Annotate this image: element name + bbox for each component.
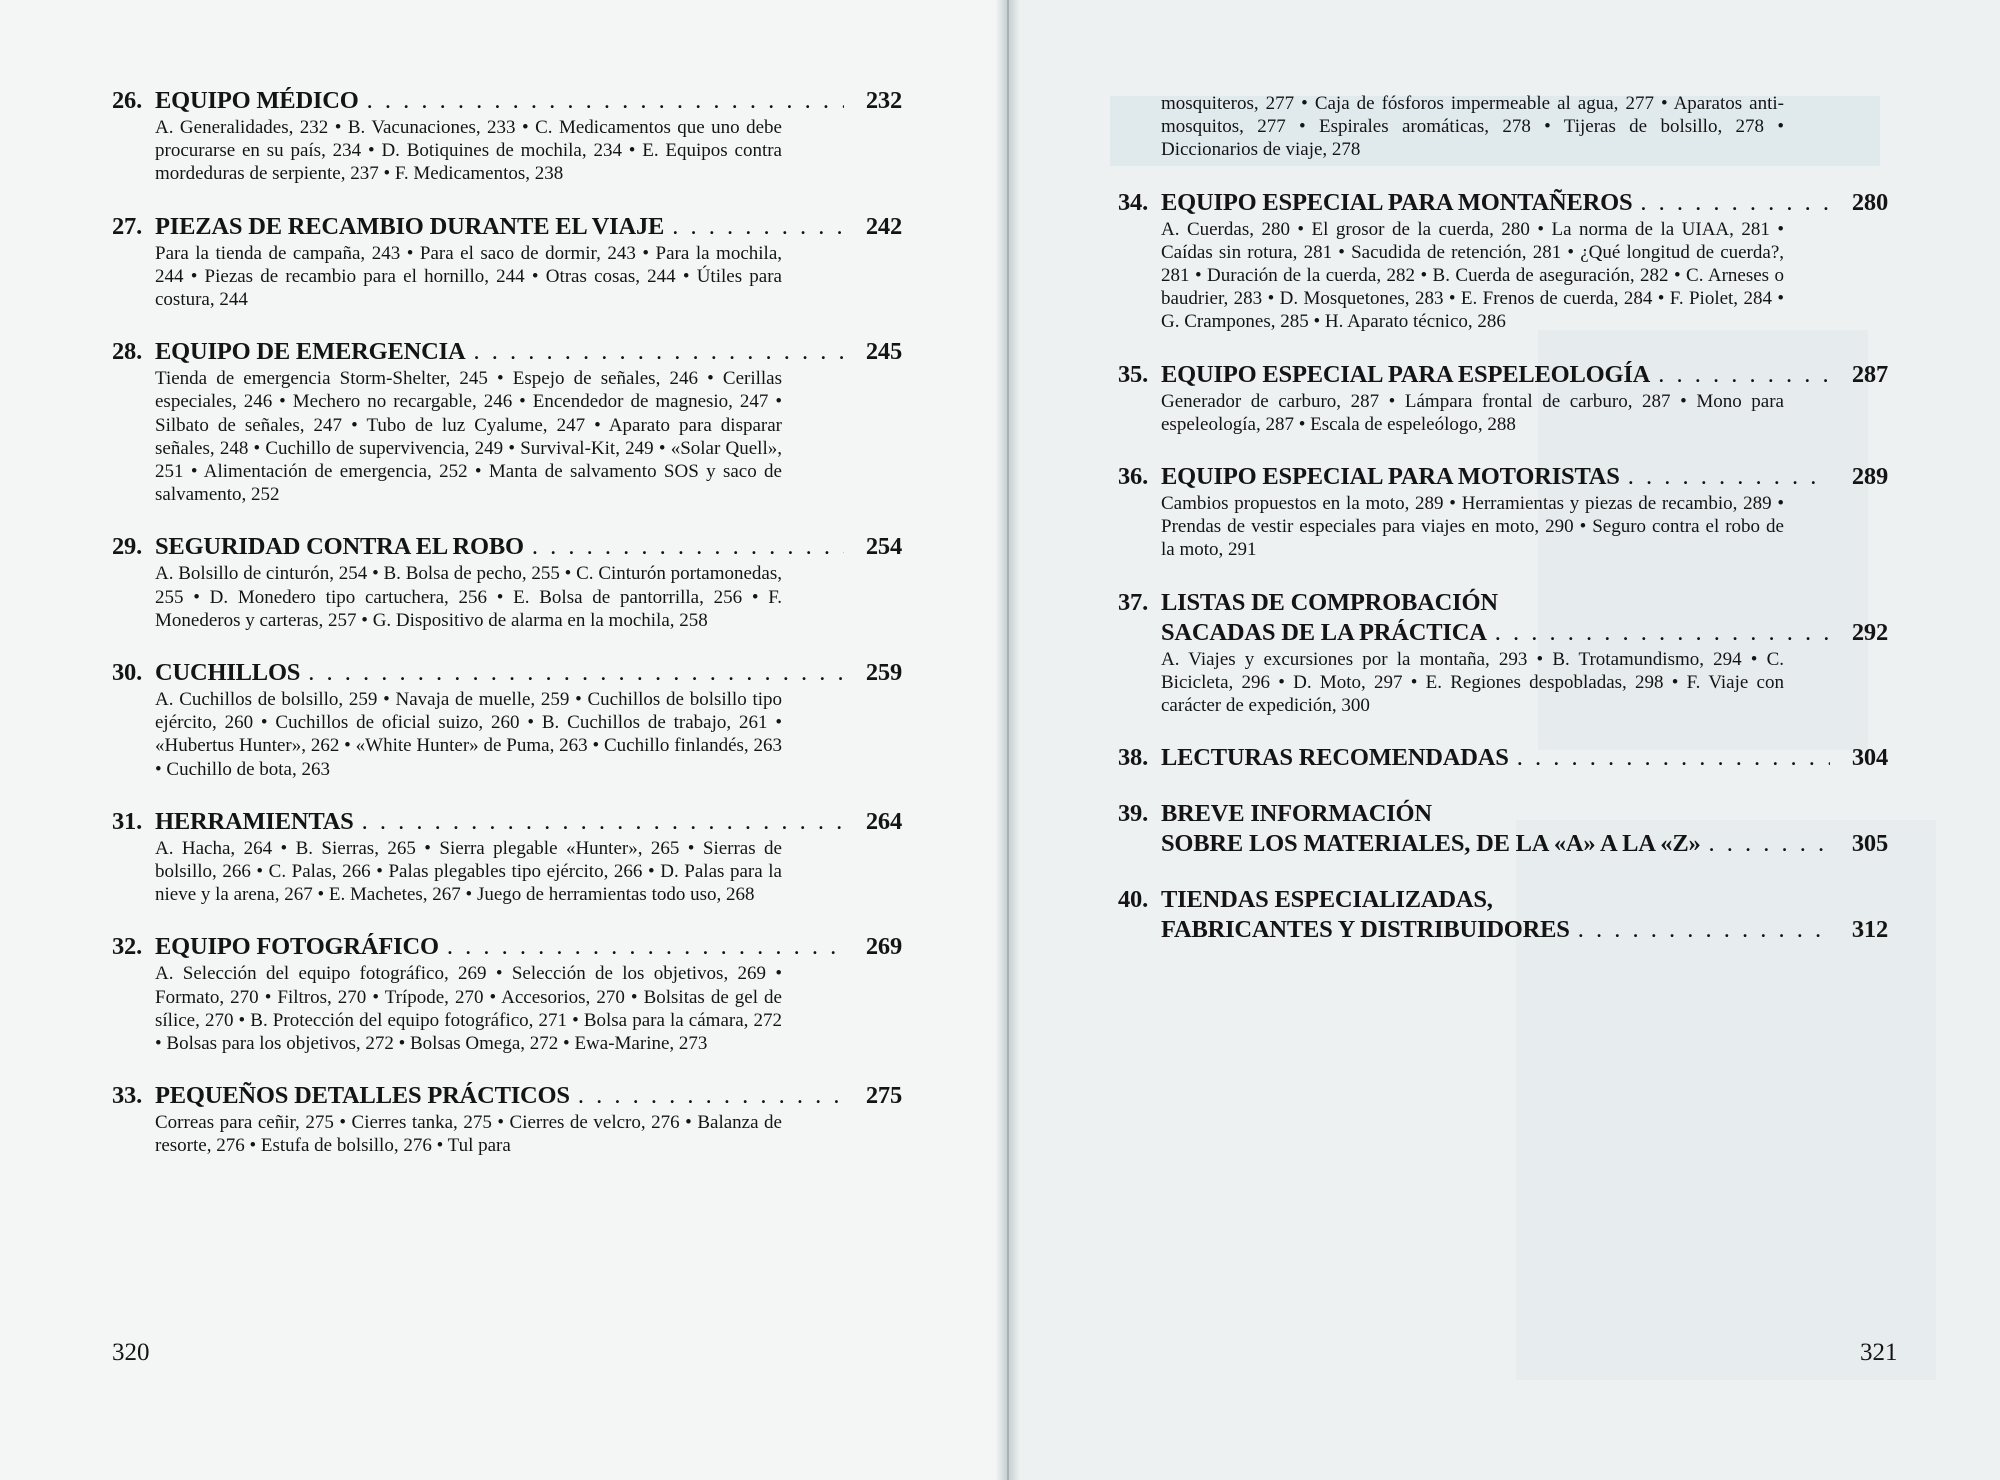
toc-entry-31[interactable] (112, 807, 902, 907)
entry-title: SOBRE LOS MATERIALES, DE LA «A» A LA «Z» (1161, 830, 1701, 858)
entry-description: A. Cuerdas, 280 • El grosor de la cuerda, 280 • La norma de la UIAA, 281 • Caídas sin rotura, 281 • Sacudida de retención, 281 • ¿Qué longitud de cuerda?, 281 • Duración de la cuerda, 282 • B. Cuerda de aseguración, 282 • C. Arneses o baudrier, 283 • D. Mosquetones, 283 • E. Frenos de cuerda, 284 • F. Piolet, 284 • G. Crampones, 285 • H. Aparato técnico, 286 (1161, 218, 1784, 333)
entry-title: SACADAS DE LA PRÁCTICA (1161, 618, 1487, 646)
entry-number: 31. (112, 807, 143, 835)
entry-number: 30. (112, 659, 143, 687)
entry-description: Generador de carburo, 287 • Lámpara frontal de carburo, 287 • Mono para espeleología, 287 • Escala de espeleólogo, 288 (1161, 390, 1784, 435)
entry-number: 27. (112, 212, 143, 240)
toc-entry-35[interactable] (1118, 360, 1888, 436)
dot-leader (672, 212, 844, 242)
entry-title: EQUIPO ESPECIAL PARA MOTORISTAS (1161, 463, 1620, 491)
dot-leader (532, 532, 844, 562)
dot-leader (1658, 360, 1830, 390)
entry-title: SEGURIDAD CONTRA EL ROBO (155, 533, 524, 561)
entry-page-number: 269 (865, 933, 902, 961)
toc-entry-30[interactable] (112, 658, 902, 781)
entry-number: 38. (1118, 744, 1149, 772)
entry-number: 29. (112, 533, 143, 561)
table-of-contents-right (1118, 92, 1888, 945)
toc-entry-28[interactable] (112, 337, 902, 506)
entry-title-line-1: TIENDAS ESPECIALIZADAS, (1161, 886, 1493, 914)
entry-description: A. Bolsillo de cinturón, 254 • B. Bolsa de pecho, 255 • C. Cinturón portamonedas, 255 • D. Monedero tipo cartuchera, 256 • E. Bolsa de pantorrilla, 256 • F. Monederos y carteras, 257 • G. Dispositivo de alarma en la mochila, 258 (155, 563, 782, 631)
entry-number: 26. (112, 87, 143, 114)
entry-number: 39. (1118, 800, 1149, 828)
entry-page-number: 287 (1851, 360, 1888, 388)
entry-page-number: 264 (865, 807, 902, 835)
entry-number: 34. (1118, 188, 1149, 216)
entry-title: EQUIPO MÉDICO (155, 87, 359, 114)
entry-page-number: 289 (1851, 463, 1888, 491)
entry-title: EQUIPO FOTOGRÁFICO (155, 933, 439, 961)
entry-page-number: 275 (865, 1082, 902, 1110)
entry-page-number: 312 (1851, 916, 1888, 944)
entry-page-number: 280 (1851, 188, 1888, 216)
page-number-left: 320 (112, 1339, 150, 1366)
entry-page-number: 259 (865, 659, 902, 687)
entry-number: 35. (1118, 360, 1149, 388)
entry-description: A. Selección del equipo fotográfico, 269 • Selección de los objetivos, 269 • Formato, 270 • Filtros, 270 • Trípode, 270 • Accesorios, 270 • Bolsitas de gel de sílice, 270 • B. Protección del equipo fotográfico, 271 • Bolsa para la cámara, 272 • Bolsas para los objetivos, 272 • Bolsas Omega, 272 • Ewa-Marine, 273 (155, 963, 782, 1055)
toc-entry-29[interactable] (112, 532, 902, 632)
entry-title: LECTURAS RECOMENDADAS (1161, 744, 1509, 772)
entry-page-number: 292 (1851, 618, 1888, 646)
entry-description: Para la tienda de campaña, 243 • Para el saco de dormir, 243 • Para la mochila, 244 • Piezas de recambio para el hornillo, 244 • Otras cosas, 244 • Útiles para costura, 244 (155, 242, 782, 311)
entry-number: 33. (112, 1082, 143, 1110)
entry-title: HERRAMIENTAS (155, 807, 354, 835)
dot-leader (1628, 462, 1830, 492)
entry-description: A. Cuchillos de bolsillo, 259 • Navaja de muelle, 259 • Cuchillos de bolsillo tipo ejército, 260 • Cuchillos de oficial suizo, 260 • B. Cuchillos de trabajo, 261 • «Hubertus Hunter», 262 • «White Hunter» de Puma, 263 • Cuchillo finlandés, 263 • Cuchillo de bota, 263 (155, 689, 782, 780)
entry-title: PIEZAS DE RECAMBIO DURANTE EL VIAJE (155, 212, 665, 240)
toc-entry-37[interactable] (1118, 588, 1888, 718)
dot-leader (1640, 188, 1830, 218)
toc-entry-38[interactable] (1118, 743, 1888, 773)
entry-description: Correas para ceñir, 275 • Cierres tanka, 275 • Cierres de velcro, 276 • Balanza de resorte, 276 • Estufa de bolsillo, 276 • Tul para (155, 1112, 782, 1157)
toc-entry-32[interactable] (112, 932, 902, 1055)
dot-leader (1709, 829, 1830, 859)
toc-entry-33[interactable] (112, 1081, 902, 1157)
entry-page-number: 305 (1851, 830, 1888, 858)
dot-leader (1517, 743, 1830, 773)
entry-description: A. Hacha, 264 • B. Sierras, 265 • Sierra plegable «Hunter», 265 • Sierras de bolsillo, 266 • C. Palas, 266 • Palas plegables tipo ejército, 266 • D. Palas para la nieve y la arena, 267 • E. Machetes, 267 • Juego de herramientas todo uso, 268 (155, 837, 782, 906)
entry-page-number: 304 (1851, 744, 1888, 772)
entry-title-line-1: BREVE INFORMACIÓN (1161, 800, 1432, 828)
toc-entry-26[interactable] (112, 86, 902, 186)
entry-title: PEQUEÑOS DETALLES PRÁCTICOS (155, 1082, 570, 1110)
toc-entry-36[interactable] (1118, 462, 1888, 562)
dot-leader (1495, 618, 1830, 648)
entry-page-number: 254 (865, 533, 902, 561)
toc-entry-27[interactable] (112, 212, 902, 312)
entry-description: Cambios propuestos en la moto, 289 • Herramientas y piezas de recambio, 289 • Prendas de vestir especiales para viajes en moto, 290 • Seguro contra el robo de la moto, 291 (1161, 493, 1784, 561)
entry-title: FABRICANTES Y DISTRIBUIDORES (1161, 916, 1570, 944)
dot-leader (447, 932, 844, 962)
dot-leader (367, 86, 844, 116)
entry-title: CUCHILLOS (155, 659, 301, 687)
entry-number: 36. (1118, 463, 1149, 491)
continued-description: mosquiteros, 277 • Caja de fósforos impermeable al agua, 277 • Aparatos anti-mosquitos, 277 • Espirales aromáticas, 278 • Tijeras de bolsillo, 278 • Diccionarios de viaje, 278 (1161, 93, 1784, 161)
dot-leader (362, 807, 844, 837)
entry-title: EQUIPO DE EMERGENCIA (155, 338, 466, 366)
entry-number: 28. (112, 338, 143, 366)
dot-leader (473, 337, 844, 367)
entry-number: 32. (112, 933, 143, 961)
entry-page-number: 245 (865, 338, 902, 366)
entry-page-number: 242 (865, 212, 902, 240)
entry-description: Tienda de emergencia Storm-Shelter, 245 • Espejo de señales, 246 • Cerillas especiales, 246 • Mechero no recargable, 246 • Encendedor de magnesio, 247 • Silbato de señales, 247 • Tubo de luz Cyalume, 247 • Aparato para disparar señales, 248 • Cuchillo de supervivencia, 249 • Survival-Kit, 249 • «Solar Quell», 251 • Alimentación de emergencia, 252 • Manta de salvamento SOS y saco de salvamento, 252 (155, 368, 782, 506)
dot-leader (308, 658, 844, 688)
toc-entry-34[interactable] (1118, 188, 1888, 334)
page-number-right: 321 (1860, 1339, 1898, 1366)
toc-entry-39[interactable] (1118, 799, 1888, 859)
entry-description: A. Viajes y excursiones por la montaña, 293 • B. Trotamundismo, 294 • C. Bicicleta, 296 • D. Moto, 297 • E. Regiones despobladas, 298 • F. Viaje con carácter de expedición, 300 (1161, 648, 1784, 717)
entry-number: 37. (1118, 588, 1149, 616)
entry-description: A. Generalidades, 232 • B. Vacunaciones, 233 • C. Medicamentos que uno debe procurarse en su país, 234 • D. Botiquines de mochila, 234 • E. Equipos contra mordeduras de serpiente, 237 • F. Medicamentos, 238 (155, 117, 782, 185)
book-gutter (996, 0, 1020, 1480)
toc-entry-40[interactable] (1118, 885, 1888, 945)
entry-number: 40. (1118, 886, 1149, 914)
dot-leader (578, 1081, 844, 1111)
entry-page-number: 232 (865, 87, 902, 114)
dot-leader (1578, 915, 1830, 945)
entry-title: EQUIPO ESPECIAL PARA ESPELEOLOGÍA (1161, 360, 1651, 388)
entry-title-line-1: LISTAS DE COMPROBACIÓN (1161, 588, 1498, 616)
entry-title: EQUIPO ESPECIAL PARA MONTAÑEROS (1161, 188, 1633, 216)
table-of-contents-left (112, 86, 902, 1158)
